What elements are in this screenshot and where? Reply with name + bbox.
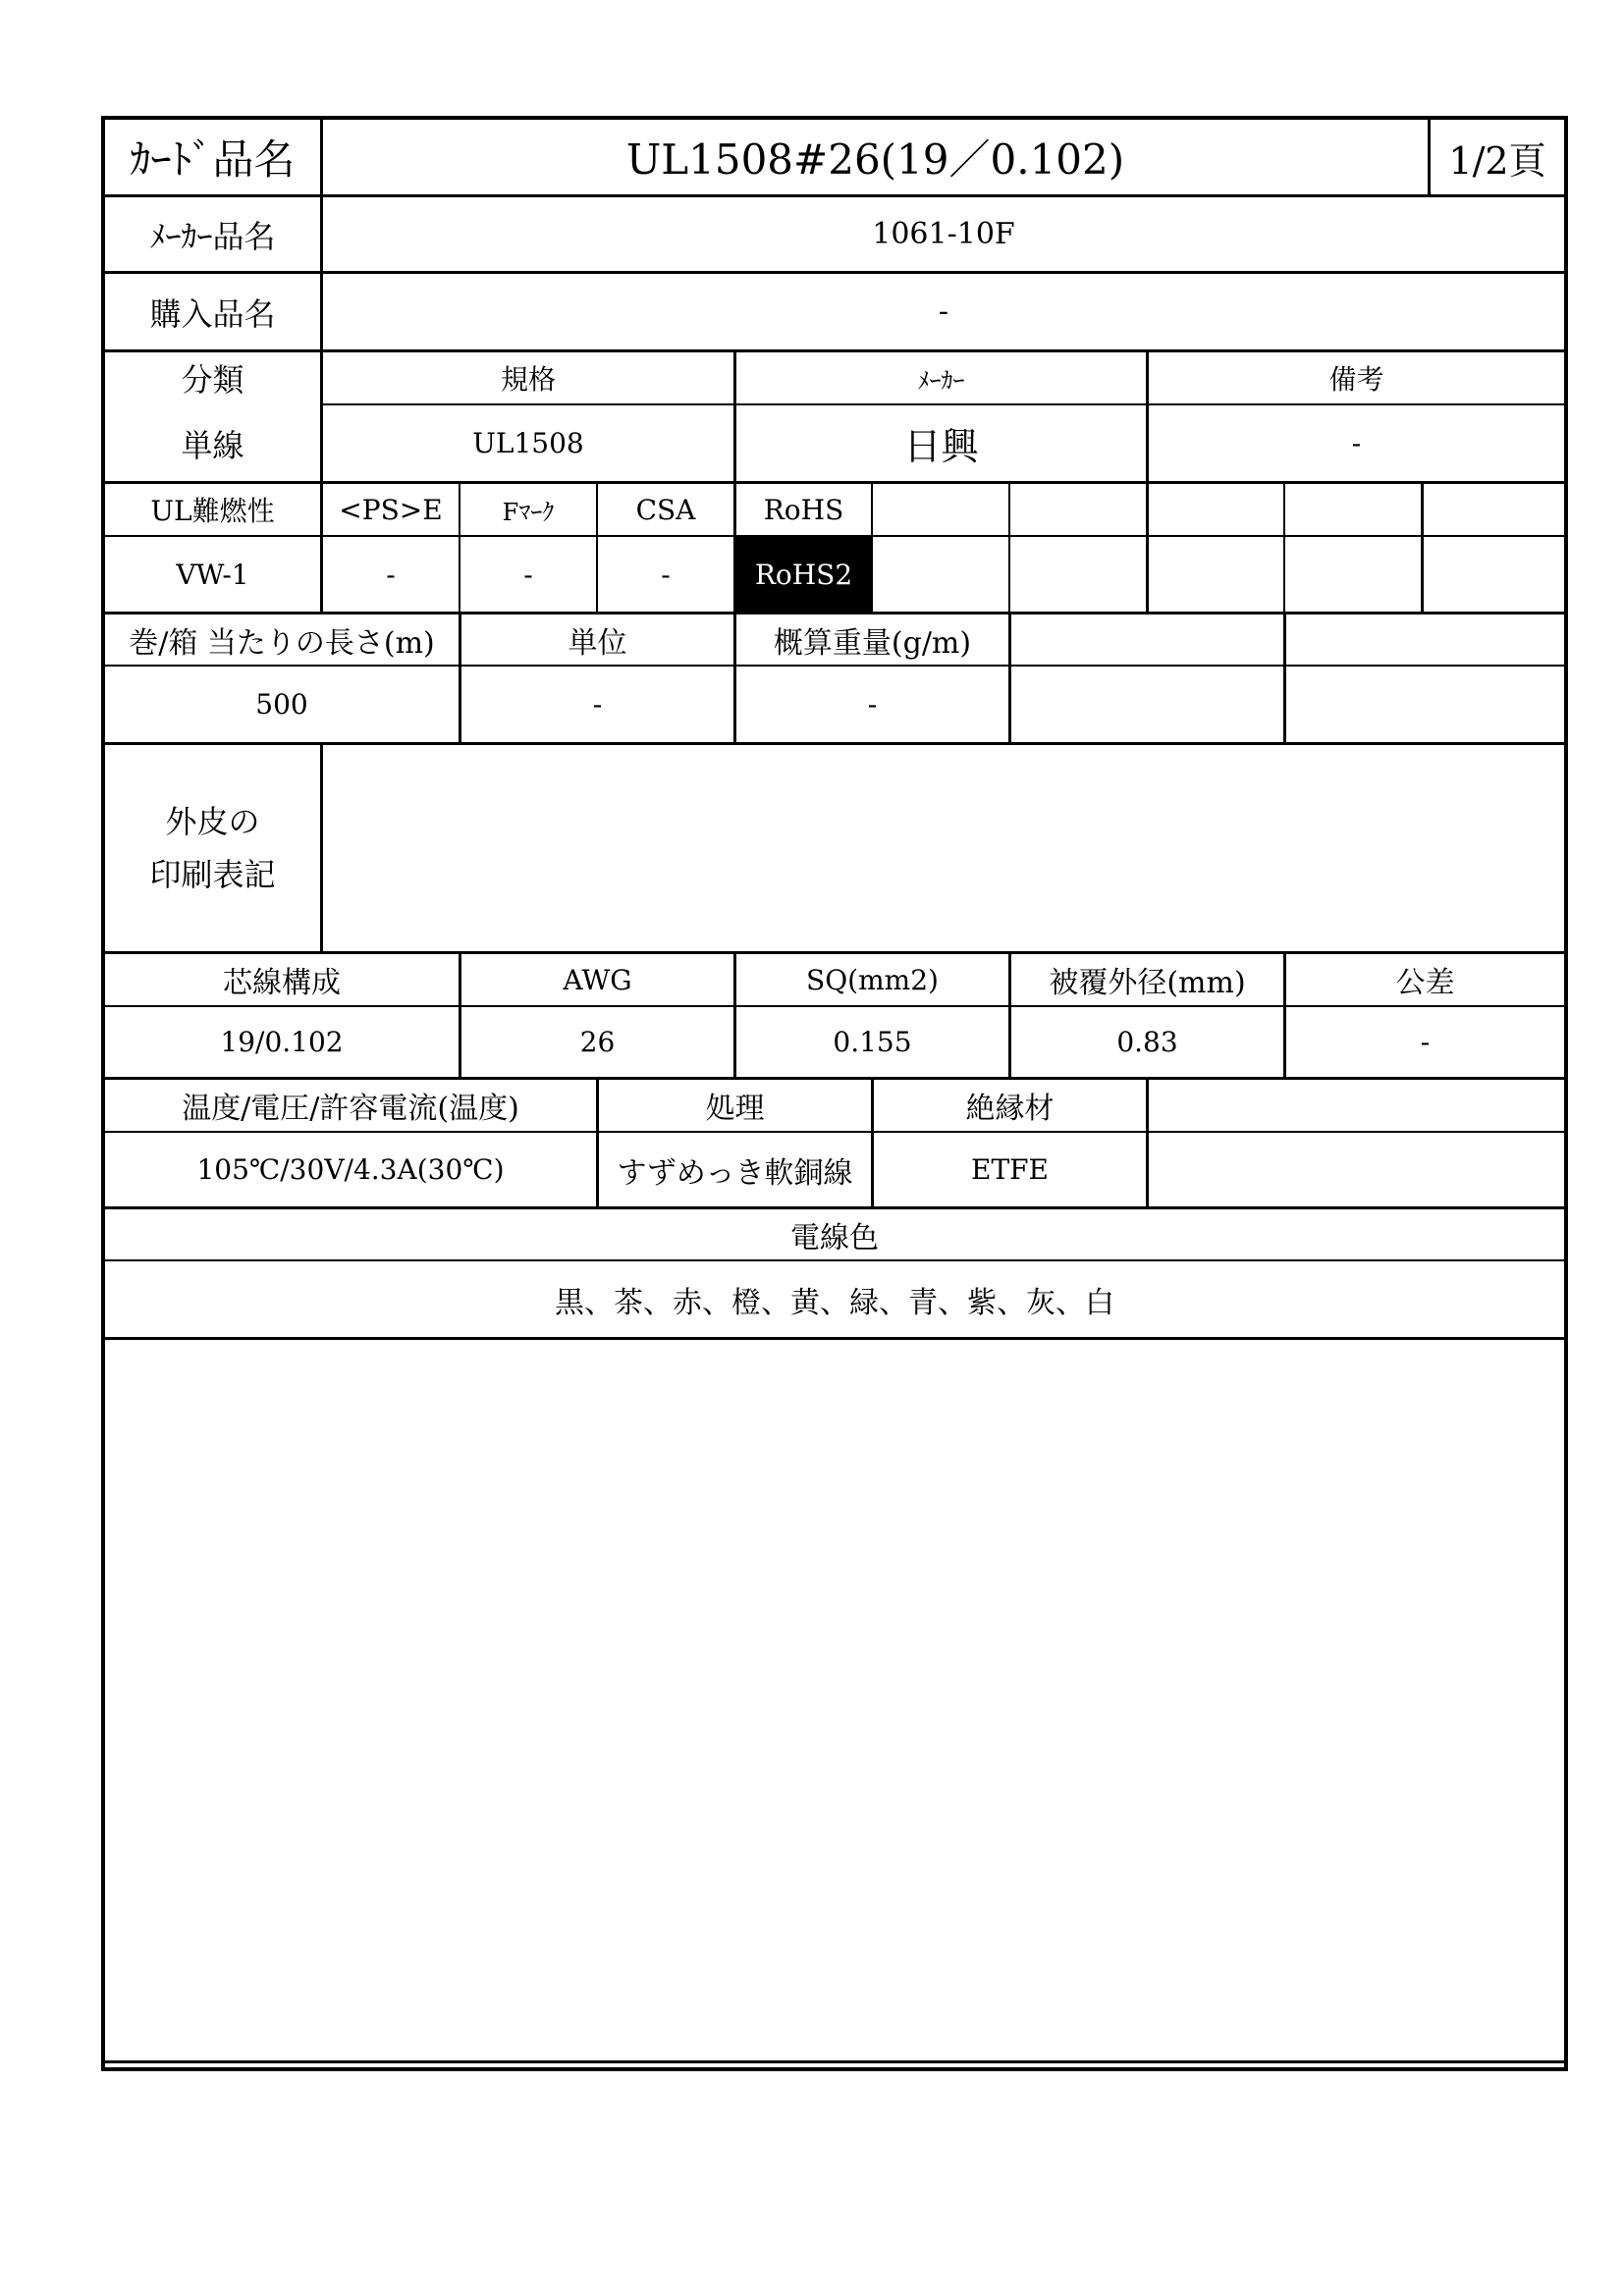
page-number: 1/2頁 [1448,138,1546,183]
awg-header: AWG [563,963,632,996]
pse-header: <PS>E [339,493,443,526]
csa-value: - [661,558,671,591]
treatment-value: すずめっき軟銅線 [617,1155,853,1191]
tolerance-value: - [1420,1026,1431,1058]
remarks-header: 備考 [1328,363,1384,396]
vline-1308-pkg [1283,612,1286,744]
outer-diameter-header: 被覆外径(mm) [1049,966,1246,1000]
approx-weight-value: - [867,688,878,721]
insulation-value: ETFE [971,1153,1049,1186]
purchase-name-value: - [938,294,949,329]
sq-value: 0.155 [833,1026,912,1058]
maker-name-value: 1061-10F [872,217,1015,251]
classification-header: 分類 [181,361,244,399]
frame-right [1564,116,1568,2071]
vline-1448-std [1421,481,1424,614]
core-construction-header: 芯線構成 [223,966,341,1000]
vline-888-std [871,481,873,614]
wire-color-value: 黒、茶、赤、橙、黄、緑、青、紫、灰、白 [555,1285,1114,1320]
frame-bottom-1 [101,2060,1568,2063]
core-construction-value: 19/0.102 [220,1026,344,1058]
outer-diameter-value: 0.83 [1116,1026,1178,1058]
blank-notes-area [105,1340,1564,2060]
rohs-value-badge: RoHS2 [736,537,871,612]
f-mark-value: - [523,558,533,591]
vline-1028-std [1008,481,1010,614]
card-name-label: ｶｰﾄﾞ品名 [130,135,296,184]
unit-value: - [592,688,603,721]
tolerance-header: 公差 [1395,966,1455,1000]
manufacturer-header: ﾒｰｶｰ [917,366,965,395]
vline-1028-pkg [1008,612,1011,744]
awg-value: 26 [579,1026,616,1058]
unit-header: 単位 [568,625,627,661]
length-per-reel-header: 巻/箱 当たりの長さ(m) [129,625,435,661]
manufacturer-value: 日興 [903,425,979,468]
rohs-header: RoHS [763,493,844,526]
purchase-name-label: 購入品名 [149,294,276,333]
length-per-reel-value: 500 [255,688,308,721]
pse-value: - [386,558,396,591]
vline-1168-rate [1146,1077,1149,1207]
f-mark-header: Fﾏｰｸ [502,498,555,526]
remarks-value: - [1351,427,1362,459]
vline-1308-std [1283,481,1285,614]
frame-bottom-2 [101,2067,1568,2071]
wire-color-header: 電線色 [790,1220,879,1255]
csa-header: CSA [635,493,696,526]
jacket-printing-value [323,745,1564,951]
temp-voltage-current-header: 温度/電圧/許容電流(温度) [182,1092,519,1126]
classification-value: 単線 [181,426,244,464]
standard-value: UL1508 [472,427,584,459]
approx-weight-header: 概算重量(g/m) [773,625,972,661]
maker-name-label: ﾒｰｶｰ品名 [149,217,276,255]
treatment-header: 処理 [705,1092,765,1126]
standard-header: 規格 [500,363,556,396]
ul-flame-header: UL難燃性 [150,495,275,527]
card-name-value: UL1508#26(19／0.102) [625,135,1125,184]
jacket-printing-label-line1: 外皮の [165,803,260,840]
vline-1168-std [1146,481,1149,614]
insulation-header: 絶縁材 [965,1092,1055,1126]
ul-flame-value: VW-1 [176,558,249,591]
jacket-printing-label [105,745,320,951]
sq-header: SQ(mm2) [806,963,939,996]
temp-voltage-current-value: 105℃/30V/4.3A(30℃) [196,1153,505,1186]
jacket-printing-label-line2: 印刷表記 [149,856,276,893]
